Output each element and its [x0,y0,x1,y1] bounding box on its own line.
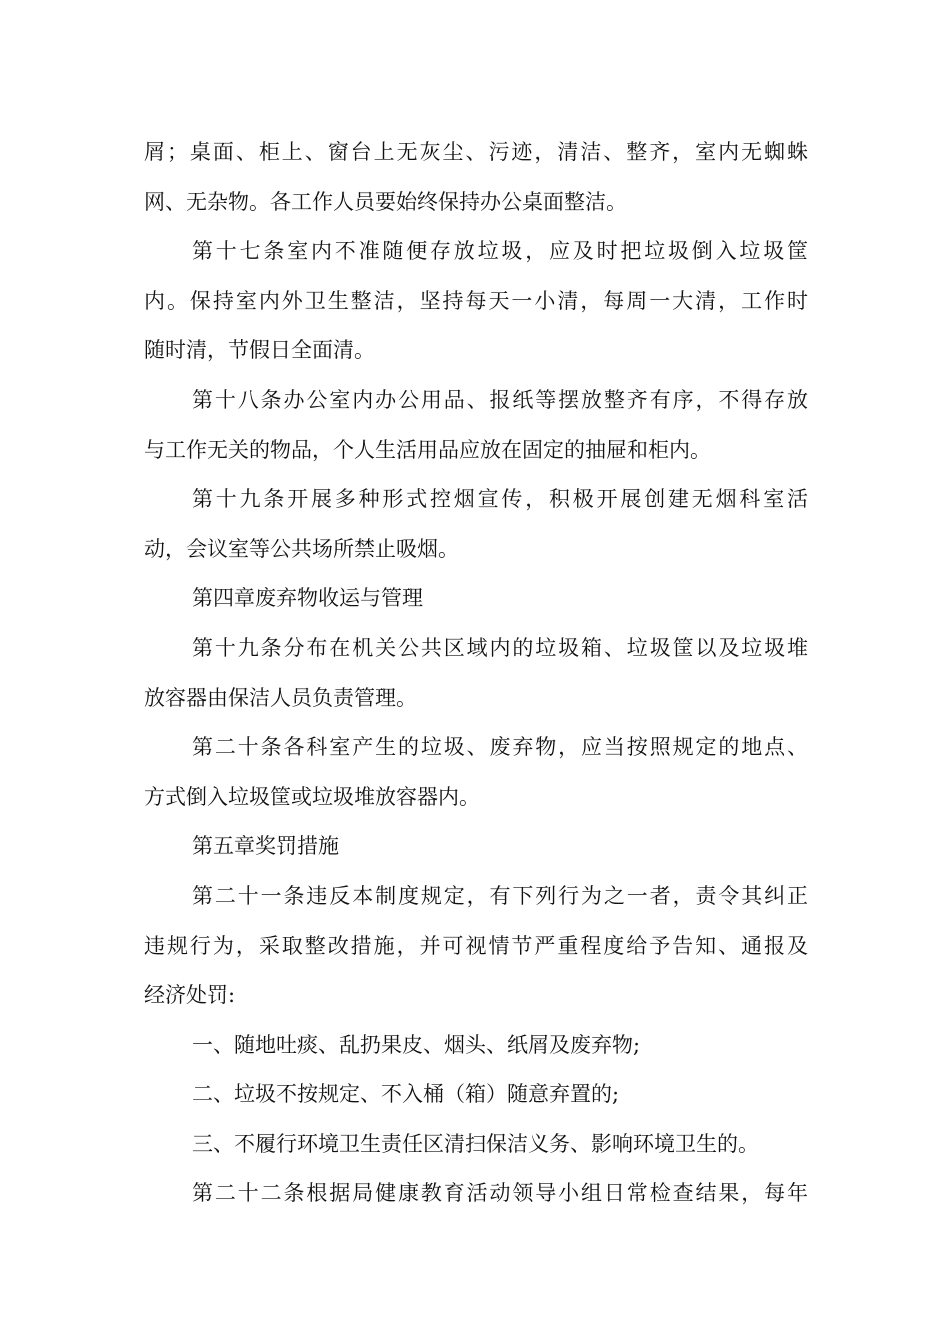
text-line: 第四章废弃物收运与管理 [192,586,423,611]
text-line: 三、不履行环境卫生责任区清扫保洁义务、影响环境卫生的。 [192,1131,759,1156]
text-line: 第十九条分布在机关公共区域内的垃圾箱、垃圾筐以及垃圾堆 [192,635,808,660]
text-line: 第二十一条违反本制度规定，有下列行为之一者，责令其纠正 [192,883,808,908]
text-line: 第二十条各科室产生的垃圾、废弃物，应当按照规定的地点、 [192,735,808,760]
text-line: 屑；桌面、柜上、窗台上无灰尘、污迹，清洁、整齐，室内无蜘蛛 [144,140,808,164]
document-body [144,128,808,1219]
text-line: 动，会议室等公共场所禁止吸烟。 [144,536,459,561]
text-line: 与工作无关的物品，个人生活用品应放在固定的抽屉和柜内。 [144,437,711,462]
text-line: 一、随地吐痰、乱扔果皮、烟头、纸屑及废弃物; [192,1032,641,1057]
text-line: 随时清，节假日全面清。 [144,338,375,363]
text-line: 第二十二条根据局健康教育活动领导小组日常检查结果，每年 [192,1181,808,1206]
text-line: 二、垃圾不按规定、不入桶（箱）随意弃置的; [192,1082,620,1107]
text-line: 经济处罚: [144,983,236,1008]
text-line: 第五章奖罚措施 [192,834,339,859]
text-line: 第十七条室内不准随便存放垃圾，应及时把垃圾倒入垃圾筐 [192,239,808,264]
text-line: 方式倒入垃圾筐或垃圾堆放容器内。 [144,784,480,809]
text-line: 第十八条办公室内办公用品、报纸等摆放整齐有序，不得存放 [192,387,808,412]
text-line: 违规行为，采取整改措施，并可视情节严重程度给予告知、通报及 [144,933,808,958]
text-line: 网、无杂物。各工作人员要始终保持办公桌面整洁。 [144,189,627,214]
text-line: 放容器由保洁人员负责管理。 [144,685,417,710]
text-line: 第十九条开展多种形式控烟宣传，积极开展创建无烟科室活 [192,487,808,512]
text-line: 内。保持室内外卫生整洁，坚持每天一小清，每周一大清，工作时 [144,288,808,313]
